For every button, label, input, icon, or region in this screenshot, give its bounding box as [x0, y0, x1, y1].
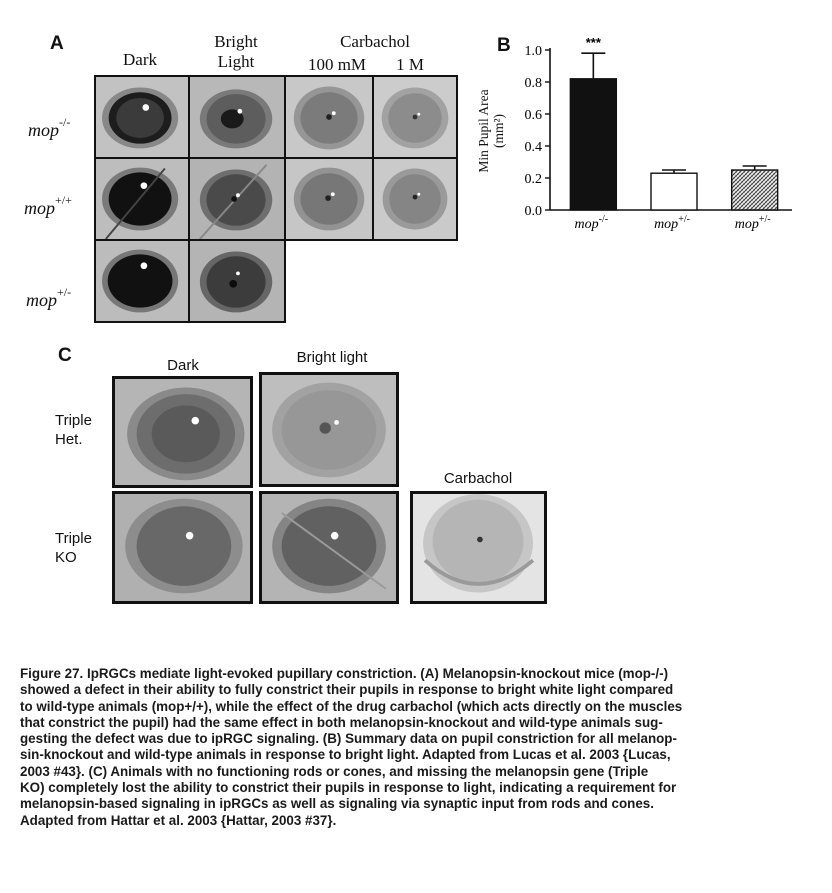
y-tick-label: 0.0 [524, 204, 542, 219]
panel-b-letter: B [497, 35, 511, 56]
eye-photo-mop-wt-carbachol-1m [372, 157, 458, 241]
eye-photo-triple-het-bright [259, 372, 399, 487]
y-axis-label-wrap [470, 60, 510, 200]
y-tick-label: 0.2 [524, 172, 542, 187]
row-label-genotype: -/- [59, 115, 71, 129]
caption-line: KO) completely lost the ability to constrict their pupils in response to light, indicating a requirement for [20, 780, 677, 796]
row-label-line2: Het. [55, 431, 83, 448]
panel-a-col-100mm: 100 mM [307, 55, 367, 74]
panel-a-row-label-mop-het [26, 285, 71, 311]
panel-a-col-bright-line2: Light [217, 52, 255, 71]
pupil-area-bar-chart [470, 30, 800, 250]
row-label-line1: Triple [55, 530, 92, 547]
y-tick-label: 0.6 [524, 108, 542, 123]
caption-line: Adapted from Hattar et al. 2003 {Hattar, 2003 #37}. [20, 812, 337, 828]
caption-line: showed a defect in their ability to fully constrict their pupils in response to bright white light compared [20, 682, 674, 698]
row-label-line2: KO [55, 549, 77, 566]
eye-photo-mop-wt-bright [188, 157, 286, 241]
eye-photo-mop-wt-dark [94, 157, 190, 241]
panel-a-col-bright-line1: Bright [214, 32, 258, 51]
row-label-genotype: +/+ [55, 193, 72, 207]
panel-c-col-carbachol: Carbachol [443, 470, 513, 487]
row-label-line1: Triple [55, 412, 92, 429]
row-label-base: mop [26, 290, 57, 310]
caption-line: Figure 27. IpRGCs mediate light-evoked pupillary constriction. (A) Melanopsin-knockout mice (mop-/-) [20, 666, 669, 681]
panel-a-letter: A [50, 33, 64, 54]
eye-photo-mop-ko-carbachol-100mm [284, 75, 374, 159]
bar-3 [732, 170, 778, 210]
significance-marker: *** [585, 35, 601, 51]
bar-1 [570, 79, 616, 210]
panel-c-row-label-triple-ko [55, 529, 92, 567]
y-axis-title: Min Pupil Area [476, 89, 491, 173]
y-tick-label: 0.8 [524, 76, 542, 91]
x-category-label: mop+/- [734, 214, 771, 232]
panel-a-col-1m: 1 M [396, 55, 424, 74]
x-category-label: mop-/- [574, 214, 609, 232]
row-label-base: mop [28, 120, 59, 140]
y-axis-unit: (mm²) [491, 113, 506, 149]
eye-photo-mop-het-dark [94, 239, 190, 323]
figure-caption [20, 666, 820, 829]
x-category-label: mop+/- [654, 214, 690, 232]
row-label-base: mop [24, 198, 55, 218]
eye-photo-triple-ko-carbachol [410, 491, 547, 604]
panel-c-letter: C [58, 345, 72, 366]
panel-a-row-label-mop-ko [28, 115, 70, 141]
eye-photo-mop-het-bright [188, 239, 286, 323]
row-label-genotype: +/- [57, 285, 72, 299]
eye-photo-triple-ko-dark [112, 491, 253, 604]
eye-photo-mop-wt-carbachol-100mm [284, 157, 374, 241]
caption-line: that constrict the pupil) had the same effect in both melanopsin-knockout and wild-type animals sug- [20, 714, 663, 730]
caption-line: sin-knockout and wild-type animals in response to bright light. Adapted from Lucas et al. 2003 {Lucas, [20, 747, 671, 763]
caption-line: gesting the defect was due to ipRGC signaling. (B) Summary data on pupil constriction for all melanop- [20, 731, 677, 747]
panel-c-row-label-triple-het [55, 411, 92, 449]
y-tick-label: 1.0 [524, 44, 542, 59]
chart-plot-area [525, 35, 793, 232]
panel-a-col-dark: Dark [123, 50, 157, 69]
panel-a-col-bright [196, 32, 276, 72]
y-tick-label: 0.4 [524, 140, 542, 155]
panel-c-col-bright: Bright light [296, 349, 368, 366]
panel-c-col-dark: Dark [167, 357, 199, 374]
eye-photo-mop-ko-bright [188, 75, 286, 159]
caption-line: melanopsin-based signaling in ipRGCs as well as signaling via synaptic input from rods and cones. [20, 796, 654, 812]
eye-photo-triple-ko-bright [259, 491, 399, 604]
caption-line: to wild-type animals (mop+/+), while the effect of the drug carbachol (which acts directly on the muscles [20, 698, 683, 714]
eye-photo-mop-ko-carbachol-1m [372, 75, 458, 159]
eye-photo-mop-ko-dark [94, 75, 190, 159]
y-axis-label [476, 66, 506, 196]
panel-a-row-label-mop-wt [24, 193, 72, 219]
caption-line: 2003 #43}. (C) Animals with no functioning rods or cones, and missing the melanopsin gene (Triple [20, 763, 649, 779]
bar-2 [651, 173, 697, 210]
eye-photo-triple-het-dark [112, 376, 253, 488]
panel-a-col-carbachol: Carbachol [340, 32, 410, 51]
